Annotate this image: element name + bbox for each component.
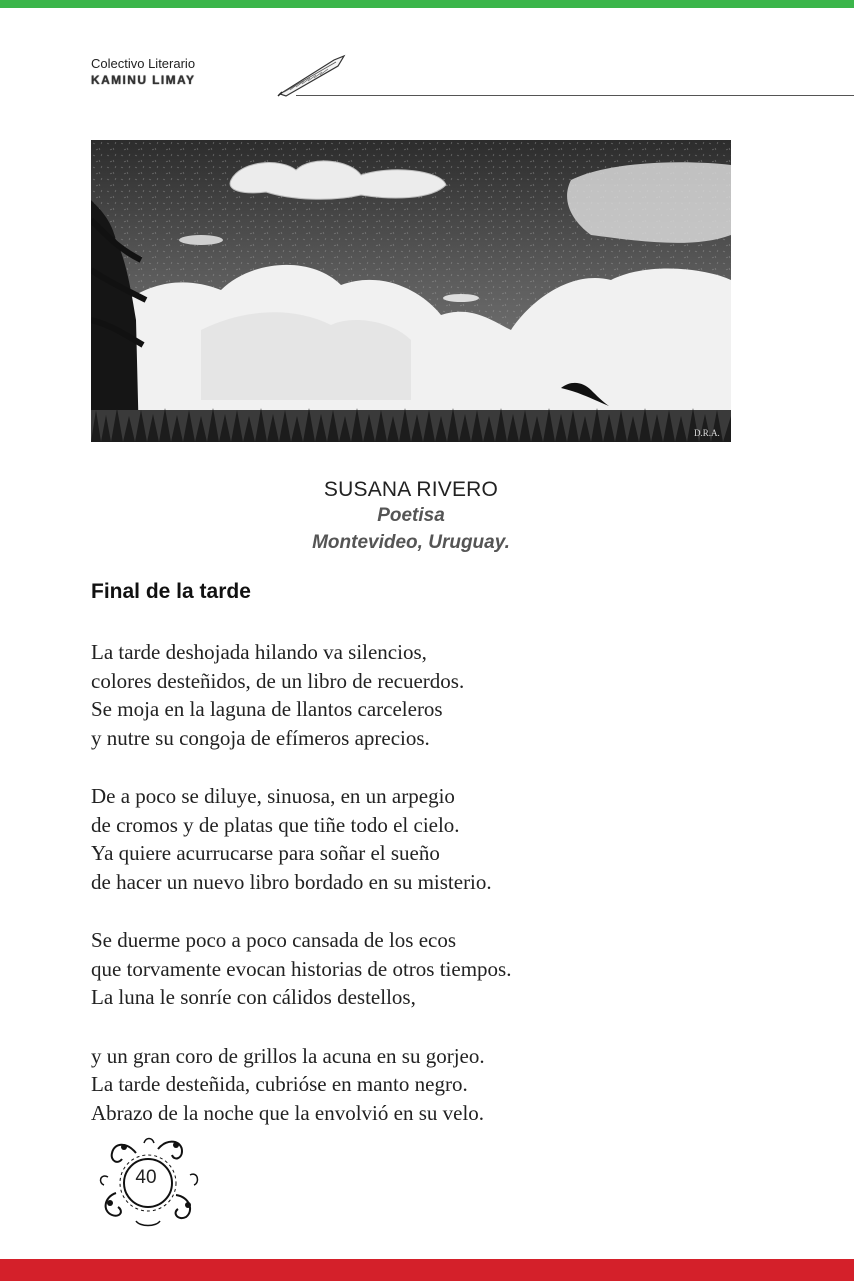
illustration-credit: D.R.A. <box>694 428 720 438</box>
poem-line: Abrazo de la noche que la envolvió en su velo. <box>91 1100 485 1125</box>
author-place: Montevideo, Uruguay. <box>312 532 510 553</box>
poem-line: De a poco se diluye, sinuosa, en un arpegio <box>91 784 455 808</box>
poem-line: y un gran coro de grillos la acuna en su gorjeo. <box>91 1043 485 1068</box>
poem-line: La tarde desteñida, cubrióse en manto negro. <box>91 1072 468 1096</box>
poem-line: de cromos y de platas que tiñe todo el cielo. <box>91 812 460 837</box>
top-green-band <box>0 0 854 8</box>
bottom-red-band <box>0 1259 854 1281</box>
stanza <box>91 782 731 896</box>
poem-line: Se duerme poco a poco cansada de los ecos <box>91 928 457 952</box>
poem-line: de hacer un nuevo libro bordado en su misterio. <box>91 869 492 894</box>
poem-line: La tarde deshojada hilando va silencios, <box>91 640 427 664</box>
author-role: Poetisa <box>377 505 445 526</box>
stanza <box>91 1042 731 1128</box>
poem-line: y nutre su congoja de efímeros aprecios. <box>91 725 430 750</box>
sky-illustration <box>91 140 731 442</box>
header-divider <box>296 95 854 96</box>
page-number: 40 <box>135 1167 157 1188</box>
poem-line: que torvamente evocan historias de otros tiempos. <box>91 956 512 981</box>
brand-logo-text: KAMINU LIMAY <box>91 73 196 87</box>
author-name: SUSANA RIVERO <box>323 478 499 501</box>
poem-line: La luna le sonríe con cálidos destellos, <box>91 985 416 1009</box>
page-header <box>91 56 195 87</box>
poem-line: Ya quiere acurrucarse para soñar el sueño <box>91 841 440 865</box>
poem-line: colores desteñidos, de un libro de recuerdos. <box>91 668 465 693</box>
collective-label: Colectivo Literario <box>91 56 196 71</box>
poem-title: Final de la tarde <box>91 580 251 603</box>
author-block <box>91 478 731 556</box>
poem-line: Se moja en la laguna de llantos carceleros <box>91 697 443 721</box>
stanza <box>91 926 731 1012</box>
quill-pen-icon <box>276 54 348 98</box>
poem-body <box>91 638 731 1157</box>
stanza <box>91 638 731 752</box>
